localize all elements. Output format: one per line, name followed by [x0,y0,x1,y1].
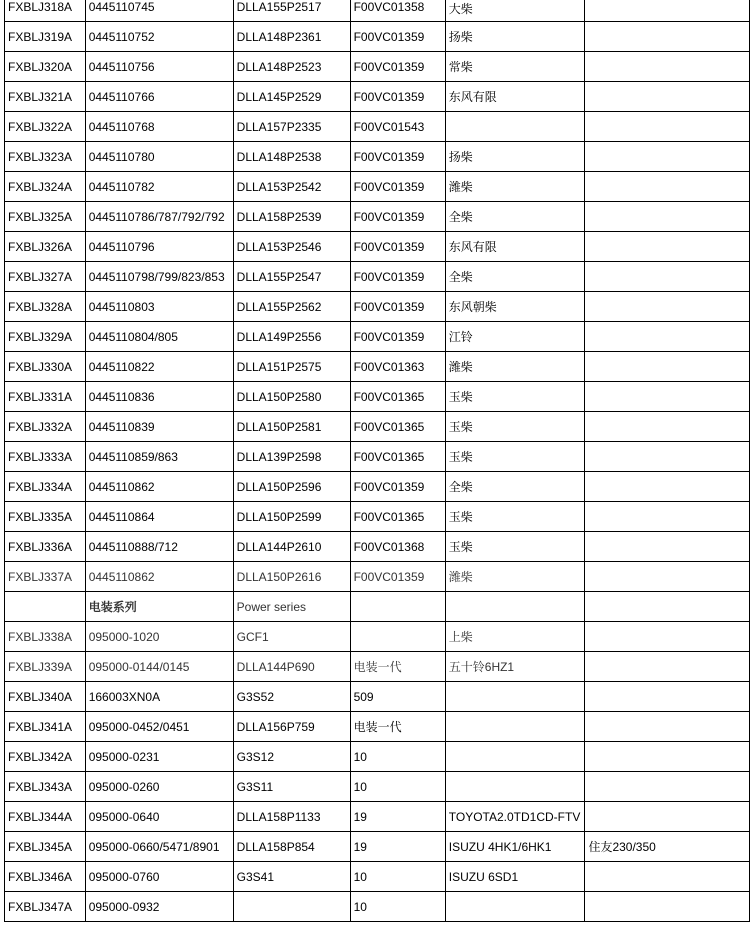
table-row [5,772,750,802]
table-cell: FXBLJ347A [5,892,86,922]
table-row [5,502,750,532]
table-cell: DLLA150P2616 [233,562,350,592]
table-cell: 五十铃6HZ1 [445,652,585,682]
table-cell: DLLA158P854 [233,832,350,862]
table-cell: FXBLJ326A [5,232,86,262]
table-cell: 常柴 [445,52,585,82]
table-cell [585,622,750,652]
table-row [5,382,750,412]
table-cell: 全柴 [445,472,585,502]
table-cell: FXBLJ340A [5,682,86,712]
table-cell [445,892,585,922]
table-row [5,682,750,712]
table-cell: DLLA155P2547 [233,262,350,292]
table-cell: FXBLJ329A [5,322,86,352]
table-cell [585,682,750,712]
table-row [5,232,750,262]
table-cell: F00VC01359 [350,232,445,262]
table-cell: FXBLJ335A [5,502,86,532]
table-cell [585,202,750,232]
table-cell: F00VC01359 [350,82,445,112]
table-row [5,292,750,322]
table-cell: FXBLJ343A [5,772,86,802]
table-cell: FXBLJ328A [5,292,86,322]
table-cell: DLLA157P2335 [233,112,350,142]
table-cell: F00VC01359 [350,322,445,352]
table-cell: 0445110864 [85,502,233,532]
table-cell: DLLA153P2542 [233,172,350,202]
table-cell: G3S12 [233,742,350,772]
table-cell: ISUZU 4HK1/6HK1 [445,832,585,862]
table-cell: FXBLJ327A [5,262,86,292]
table-cell [585,322,750,352]
table-cell [585,862,750,892]
table-cell: F00VC01359 [350,562,445,592]
table-cell: 潍柴 [445,172,585,202]
table-cell: 玉柴 [445,382,585,412]
table-cell: 10 [350,772,445,802]
table-cell: 玉柴 [445,502,585,532]
table-cell: 东风朝柴 [445,292,585,322]
table-row [5,562,750,592]
table-cell: DLLA144P690 [233,652,350,682]
table-cell: 0445110798/799/823/853 [85,262,233,292]
table-cell: 095000-0660/5471/8901 [85,832,233,862]
table-cell: 0445110766 [85,82,233,112]
table-row [5,832,750,862]
table-cell: 095000-0640 [85,802,233,832]
table-cell [350,622,445,652]
table-cell: 19 [350,832,445,862]
table-cell: DLLA139P2598 [233,442,350,472]
table-cell: FXBLJ324A [5,172,86,202]
table-cell: FXBLJ337A [5,562,86,592]
table-cell: DLLA151P2575 [233,352,350,382]
table-cell: F00VC01365 [350,382,445,412]
table-cell: DLLA148P2538 [233,142,350,172]
table-cell: 0445110803 [85,292,233,322]
table-row [5,652,750,682]
table-cell: 潍柴 [445,352,585,382]
table-cell: TOYOTA2.0TD1CD-FTV [445,802,585,832]
table-cell: FXBLJ321A [5,82,86,112]
table-cell: DLLA150P2581 [233,412,350,442]
table-cell: F00VC01359 [350,142,445,172]
table-cell [5,592,86,622]
table-row [5,412,750,442]
table-cell: ISUZU 6SD1 [445,862,585,892]
table-cell: 0445110888/712 [85,532,233,562]
table-cell: F00VC01365 [350,502,445,532]
table-row [5,742,750,772]
table-cell: F00VC01543 [350,112,445,142]
table-cell [585,82,750,112]
table-cell [585,382,750,412]
table-cell: 0445110804/805 [85,322,233,352]
table-cell: 住友230/350 [585,832,750,862]
table-cell: DLLA153P2546 [233,232,350,262]
table-cell: 10 [350,862,445,892]
table-cell: FXBLJ346A [5,862,86,892]
table-cell: 东风有限 [445,82,585,112]
table-cell: 0445110756 [85,52,233,82]
table-cell: DLLA158P1133 [233,802,350,832]
table-cell: 0445110839 [85,412,233,442]
table-cell: 0445110782 [85,172,233,202]
table-cell: F00VC01359 [350,52,445,82]
table-cell [445,742,585,772]
table-cell [585,892,750,922]
table-cell [585,562,750,592]
table-cell [445,772,585,802]
table-row [5,172,750,202]
table-cell: DLLA150P2599 [233,502,350,532]
table-cell: G3S41 [233,862,350,892]
section-header-row [5,592,750,622]
table-cell [585,412,750,442]
table-cell: FXBLJ322A [5,112,86,142]
table-cell: G3S11 [233,772,350,802]
table-cell: FXBLJ333A [5,442,86,472]
table-cell: 095000-0760 [85,862,233,892]
table-cell: DLLA145P2529 [233,82,350,112]
table-cell: 19 [350,802,445,832]
table-cell: DLLA148P2523 [233,52,350,82]
table-cell: F00VC01359 [350,22,445,52]
table-cell: FXBLJ334A [5,472,86,502]
table-cell: Power series [233,592,350,622]
table-cell: 0445110862 [85,472,233,502]
table-cell: 扬柴 [445,142,585,172]
table-row [5,22,750,52]
table-cell: FXBLJ323A [5,142,86,172]
table-cell: FXBLJ338A [5,622,86,652]
table-row [5,622,750,652]
table-cell [585,112,750,142]
table-cell: 玉柴 [445,532,585,562]
table-cell: FXBLJ320A [5,52,86,82]
table-cell [585,0,750,22]
table-cell: 0445110836 [85,382,233,412]
table-cell: 扬柴 [445,22,585,52]
table-cell: 095000-0452/0451 [85,712,233,742]
table-cell [350,592,445,622]
table-cell [585,442,750,472]
table-cell [585,472,750,502]
table-cell: 玉柴 [445,442,585,472]
table-row [5,202,750,232]
table-cell: F00VC01359 [350,262,445,292]
table-cell: DLLA156P759 [233,712,350,742]
table-row [5,442,750,472]
table-cell: F00VC01359 [350,292,445,322]
table-cell: FXBLJ332A [5,412,86,442]
table-cell: F00VC01363 [350,352,445,382]
table-cell: DLLA149P2556 [233,322,350,352]
table-cell: G3S52 [233,682,350,712]
table-cell: 电装一代 [350,652,445,682]
table-cell: FXBLJ344A [5,802,86,832]
table-cell: FXBLJ336A [5,532,86,562]
table-cell [585,352,750,382]
table-row [5,82,750,112]
table-cell: 10 [350,742,445,772]
table-cell: 上柴 [445,622,585,652]
table-cell: 0445110768 [85,112,233,142]
table-cell: 095000-0231 [85,742,233,772]
table-cell: F00VC01359 [350,202,445,232]
table-cell: DLLA155P2562 [233,292,350,322]
table-cell: 095000-0260 [85,772,233,802]
table-cell: FXBLJ325A [5,202,86,232]
table-cell [585,22,750,52]
table-cell: FXBLJ331A [5,382,86,412]
table-cell: F00VC01359 [350,172,445,202]
table-row [5,532,750,562]
parts-table-body [5,0,750,922]
table-cell: 东风有限 [445,232,585,262]
table-cell: 10 [350,892,445,922]
table-cell [585,232,750,262]
table-cell: FXBLJ342A [5,742,86,772]
table-row [5,802,750,832]
table-cell: 095000-0144/0145 [85,652,233,682]
table-row [5,262,750,292]
table-cell: 江铃 [445,322,585,352]
table-cell: 潍柴 [445,562,585,592]
table-cell: DLLA144P2610 [233,532,350,562]
table-cell: DLLA155P2517 [233,0,350,22]
table-cell: 0445110745 [85,0,233,22]
table-cell [585,592,750,622]
table-cell: 095000-0932 [85,892,233,922]
table-cell: FXBLJ339A [5,652,86,682]
table-cell: DLLA150P2580 [233,382,350,412]
table-row [5,322,750,352]
table-cell [585,262,750,292]
table-cell: 0445110786/787/792/792 [85,202,233,232]
table-cell: 0445110780 [85,142,233,172]
table-cell: DLLA150P2596 [233,472,350,502]
table-cell: FXBLJ345A [5,832,86,862]
table-cell [585,502,750,532]
table-row [5,472,750,502]
table-cell [585,802,750,832]
table-cell: 0445110796 [85,232,233,262]
table-cell: F00VC01358 [350,0,445,22]
table-cell: 0445110862 [85,562,233,592]
table-cell [445,682,585,712]
table-cell: FXBLJ319A [5,22,86,52]
table-row [5,112,750,142]
table-cell: 大柴 [445,0,585,22]
parts-table [4,0,750,922]
table-cell [585,172,750,202]
table-cell: FXBLJ341A [5,712,86,742]
table-cell: 0445110859/863 [85,442,233,472]
table-cell: F00VC01359 [350,472,445,502]
table-cell: FXBLJ330A [5,352,86,382]
table-cell: 全柴 [445,262,585,292]
table-cell [585,772,750,802]
table-row [5,142,750,172]
table-cell [233,892,350,922]
table-cell [445,592,585,622]
table-cell: GCF1 [233,622,350,652]
table-cell: 电装一代 [350,712,445,742]
table-cell [585,712,750,742]
table-row [5,352,750,382]
table-row [5,712,750,742]
table-cell: 0445110822 [85,352,233,382]
table-row [5,52,750,82]
table-cell: 095000-1020 [85,622,233,652]
table-row [5,862,750,892]
table-cell [585,532,750,562]
table-cell: 全柴 [445,202,585,232]
table-cell [585,652,750,682]
table-cell [585,52,750,82]
table-row [5,892,750,922]
table-cell: F00VC01365 [350,412,445,442]
table-cell: F00VC01368 [350,532,445,562]
table-cell: DLLA148P2361 [233,22,350,52]
table-cell: 166003XN0A [85,682,233,712]
table-cell [445,712,585,742]
table-row [5,0,750,22]
table-cell: 0445110752 [85,22,233,52]
table-cell: F00VC01365 [350,442,445,472]
table-cell [585,292,750,322]
table-cell [585,142,750,172]
table-cell: 玉柴 [445,412,585,442]
table-cell: FXBLJ318A [5,0,86,22]
table-cell: DLLA158P2539 [233,202,350,232]
table-cell: 509 [350,682,445,712]
table-cell [445,112,585,142]
table-cell [585,742,750,772]
table-cell: 电装系列 [85,592,233,622]
